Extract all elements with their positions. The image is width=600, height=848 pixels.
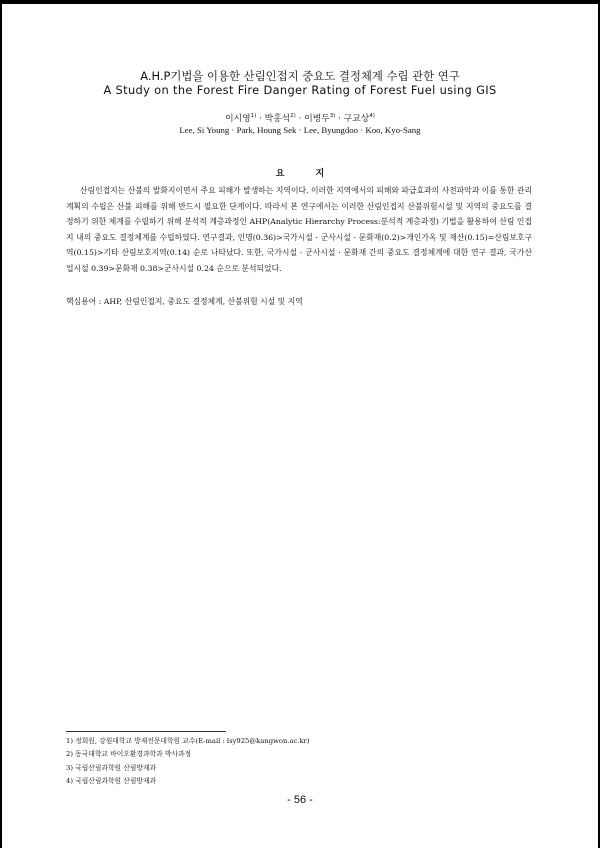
keywords-line: 핵심용어 : AHP, 산림인접지, 중요도 결정체계, 산불위험 시설 및 지역: [66, 297, 303, 306]
footnote-text: 정회원, 강원대학교 방재전문대학원 교수(E-mail : lsy925@kangwon.ac.kr): [75, 737, 310, 745]
footnote-text: 동국대학교 바이오환경과학과 박사과정: [75, 750, 192, 759]
footnote-item: [66, 762, 526, 775]
abstract-body: 산림인접지는 산불의 발화지이면서 주요 피해가 발생하는 지역이다. 이러한 지역에서의 피해와 파급효과의 사전파악과 이를 통한 관리 계획의 수립은 산불 피해를 위해 반드시 필요한 단계이다. 따라서 본 연구에서는 이러한 산림인접지 산불위험시설 및 지역의 중요도를 결정하기 위한 체계를 수립하기 위해 분석적 계층과정인 AHP(Analytic Hierarchy Process:분석적 계층과정) 기법을 활용하여 산림 인접지 내의 중요도 결정체계를 수립하였다. 연구결과, 인명(0.36)>국가시설 · 군사시설 · 문화재(0.2)>개인가옥 및 재산(0.15)=산림보호구역(0.15)>기타 산림보호지역(0.14) 순로 나타났다. 또한, 국가시설 · 군사시설 · 문화재 간의 중요도 결정체계에 대한 연구 결과, 국가산업시설 0.39>문화재 0.38>군사시설 0.24 순으로 분석되었다.: [66, 186, 532, 273]
footnote-item: [66, 735, 526, 748]
author-list-korean: [0, 111, 600, 124]
author-separator: ·: [256, 114, 265, 124]
paper-title-english: A Study on the Forest Fire Danger Rating of Forest Fuel using GIS: [103, 83, 497, 97]
author-footnote-mark: 2): [290, 113, 296, 119]
author-footnote-mark: 1): [250, 113, 257, 119]
author-list-english: Lee, Si Young · Park, Houng Sek · Lee, Byungdoo · Koo, Kyo-Sang: [179, 125, 421, 135]
author-name: 박홍석: [264, 114, 291, 124]
footnote-item: [66, 775, 526, 788]
author-footnote-mark: 4): [369, 113, 375, 119]
author-name: 이병두: [304, 114, 330, 124]
paper-title-korean: A.H.P기법을 이용한 산림인접지 중요도 결정체계 수립 관한 연구: [140, 69, 460, 83]
footnote-list: [66, 735, 526, 788]
footnote-number: 3): [66, 763, 73, 772]
author-separator: ·: [295, 114, 305, 124]
footnote-number: 1): [66, 737, 73, 745]
footnote-text: 국립산림과학원 산림방재과: [75, 776, 157, 785]
author-name: 구교상: [343, 114, 370, 124]
author-separator: ·: [335, 114, 344, 124]
author-name: 이시영: [225, 114, 251, 124]
page-number: - 56 -: [287, 794, 313, 806]
author-footnote-mark: 3): [329, 113, 336, 119]
footnote-item: [66, 748, 526, 761]
footnote-text: 국립산림과학원 산림방재과: [75, 763, 157, 772]
footnote-number: 2): [66, 750, 73, 759]
page-top-border: [0, 0, 600, 4]
abstract-heading: 요 지: [275, 169, 339, 179]
footnote-number: 4): [66, 776, 73, 785]
footnote-divider: [66, 731, 226, 732]
